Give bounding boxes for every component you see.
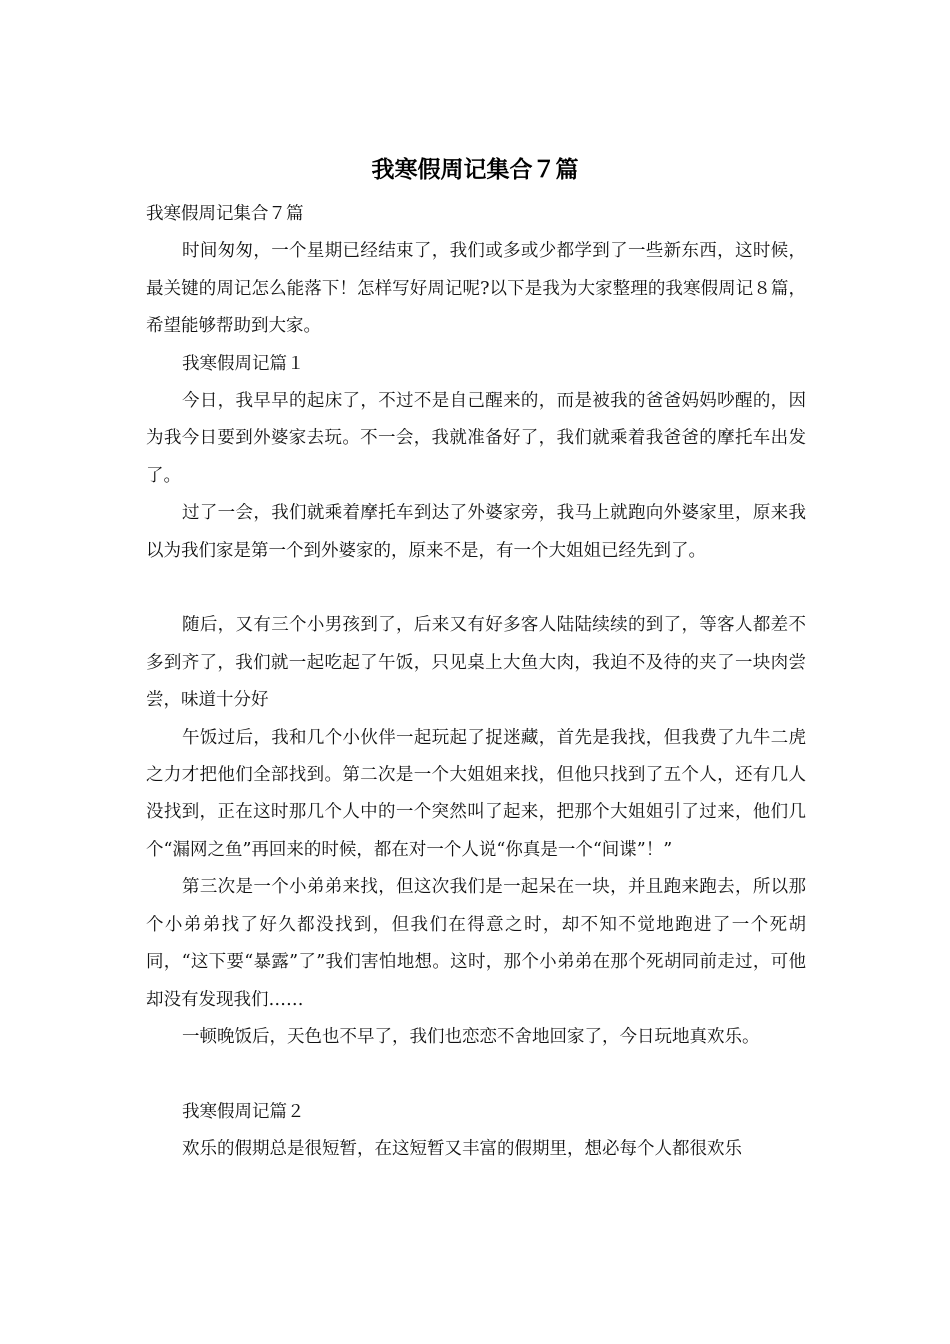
- blank-line: [146, 570, 806, 607]
- paragraph: 欢乐的假期总是很短暂，在这短暂又丰富的假期里，想必每个人都很欢乐: [182, 1139, 742, 1160]
- section-heading-2: 我寒假周记篇２: [182, 1101, 305, 1122]
- paragraph: 一顿晚饭后，天色也不早了，我们也恋恋不舍地回家了，今日玩地真欢乐。: [182, 1026, 760, 1047]
- intro-paragraph: 时间匆匆，一个星期已经结束了，我们或多或少都学到了一些新东西，这时候，最关键的周记怎么能落下！怎样写好周记呢?以下是我为大家整理的我寒假周记８篇，希望能够帮助到大家。: [146, 241, 806, 337]
- document-title: 我寒假周记集合７篇: [371, 157, 579, 183]
- paragraph: 第三次是一个小弟弟来找，但这次我们是一起呆在一块，并且跑来跑去，所以那个小弟弟找了好久都没找到，但我们在得意之时，却不知不觉地跑进了一个死胡同，“这下要“暴露”了”我们害怕地想。这时，那个小弟弟在那个死胡同前走过，可他却没有发现我们……: [146, 877, 806, 1010]
- blank-line: [146, 1056, 806, 1093]
- paragraph: 午饭过后，我和几个小伙伴一起玩起了捉迷藏，首先是我找，但我费了九牛二虎之力才把他们全部找到。第二次是一个大姐姐来找，但他只找到了五个人，还有几人没找到，正在这时那几个人中的一个突然叫了起来，把那个大姐姐引了过来，他们几个“漏网之鱼”再回来的时候，都在对一个人说“你真是一个“间谍”！”: [146, 727, 806, 860]
- section-heading-1: 我寒假周记篇１: [182, 353, 305, 374]
- document-body: [146, 196, 806, 1169]
- paragraph: 过了一会，我们就乘着摩托车到达了外婆家旁，我马上就跑向外婆家里，原来我以为我们家是第一个到外婆家的，原来不是，有一个大姐姐已经先到了。: [146, 503, 806, 561]
- document-subtitle: 我寒假周记集合７篇: [146, 204, 304, 224]
- paragraph: 今日，我早早的起床了，不过不是自己醒来的，而是被我的爸爸妈妈吵醒的，因为我今日要到外婆家去玩。不一会，我就准备好了，我们就乘着我爸爸的摩托车出发了。: [146, 391, 806, 486]
- paragraph: 随后，又有三个小男孩到了，后来又有好多客人陆陆续续的到了，等客人都差不多到齐了，我们就一起吃起了午饭，只见桌上大鱼大肉，我迫不及待的夹了一块肉尝尝，味道十分好: [146, 615, 806, 711]
